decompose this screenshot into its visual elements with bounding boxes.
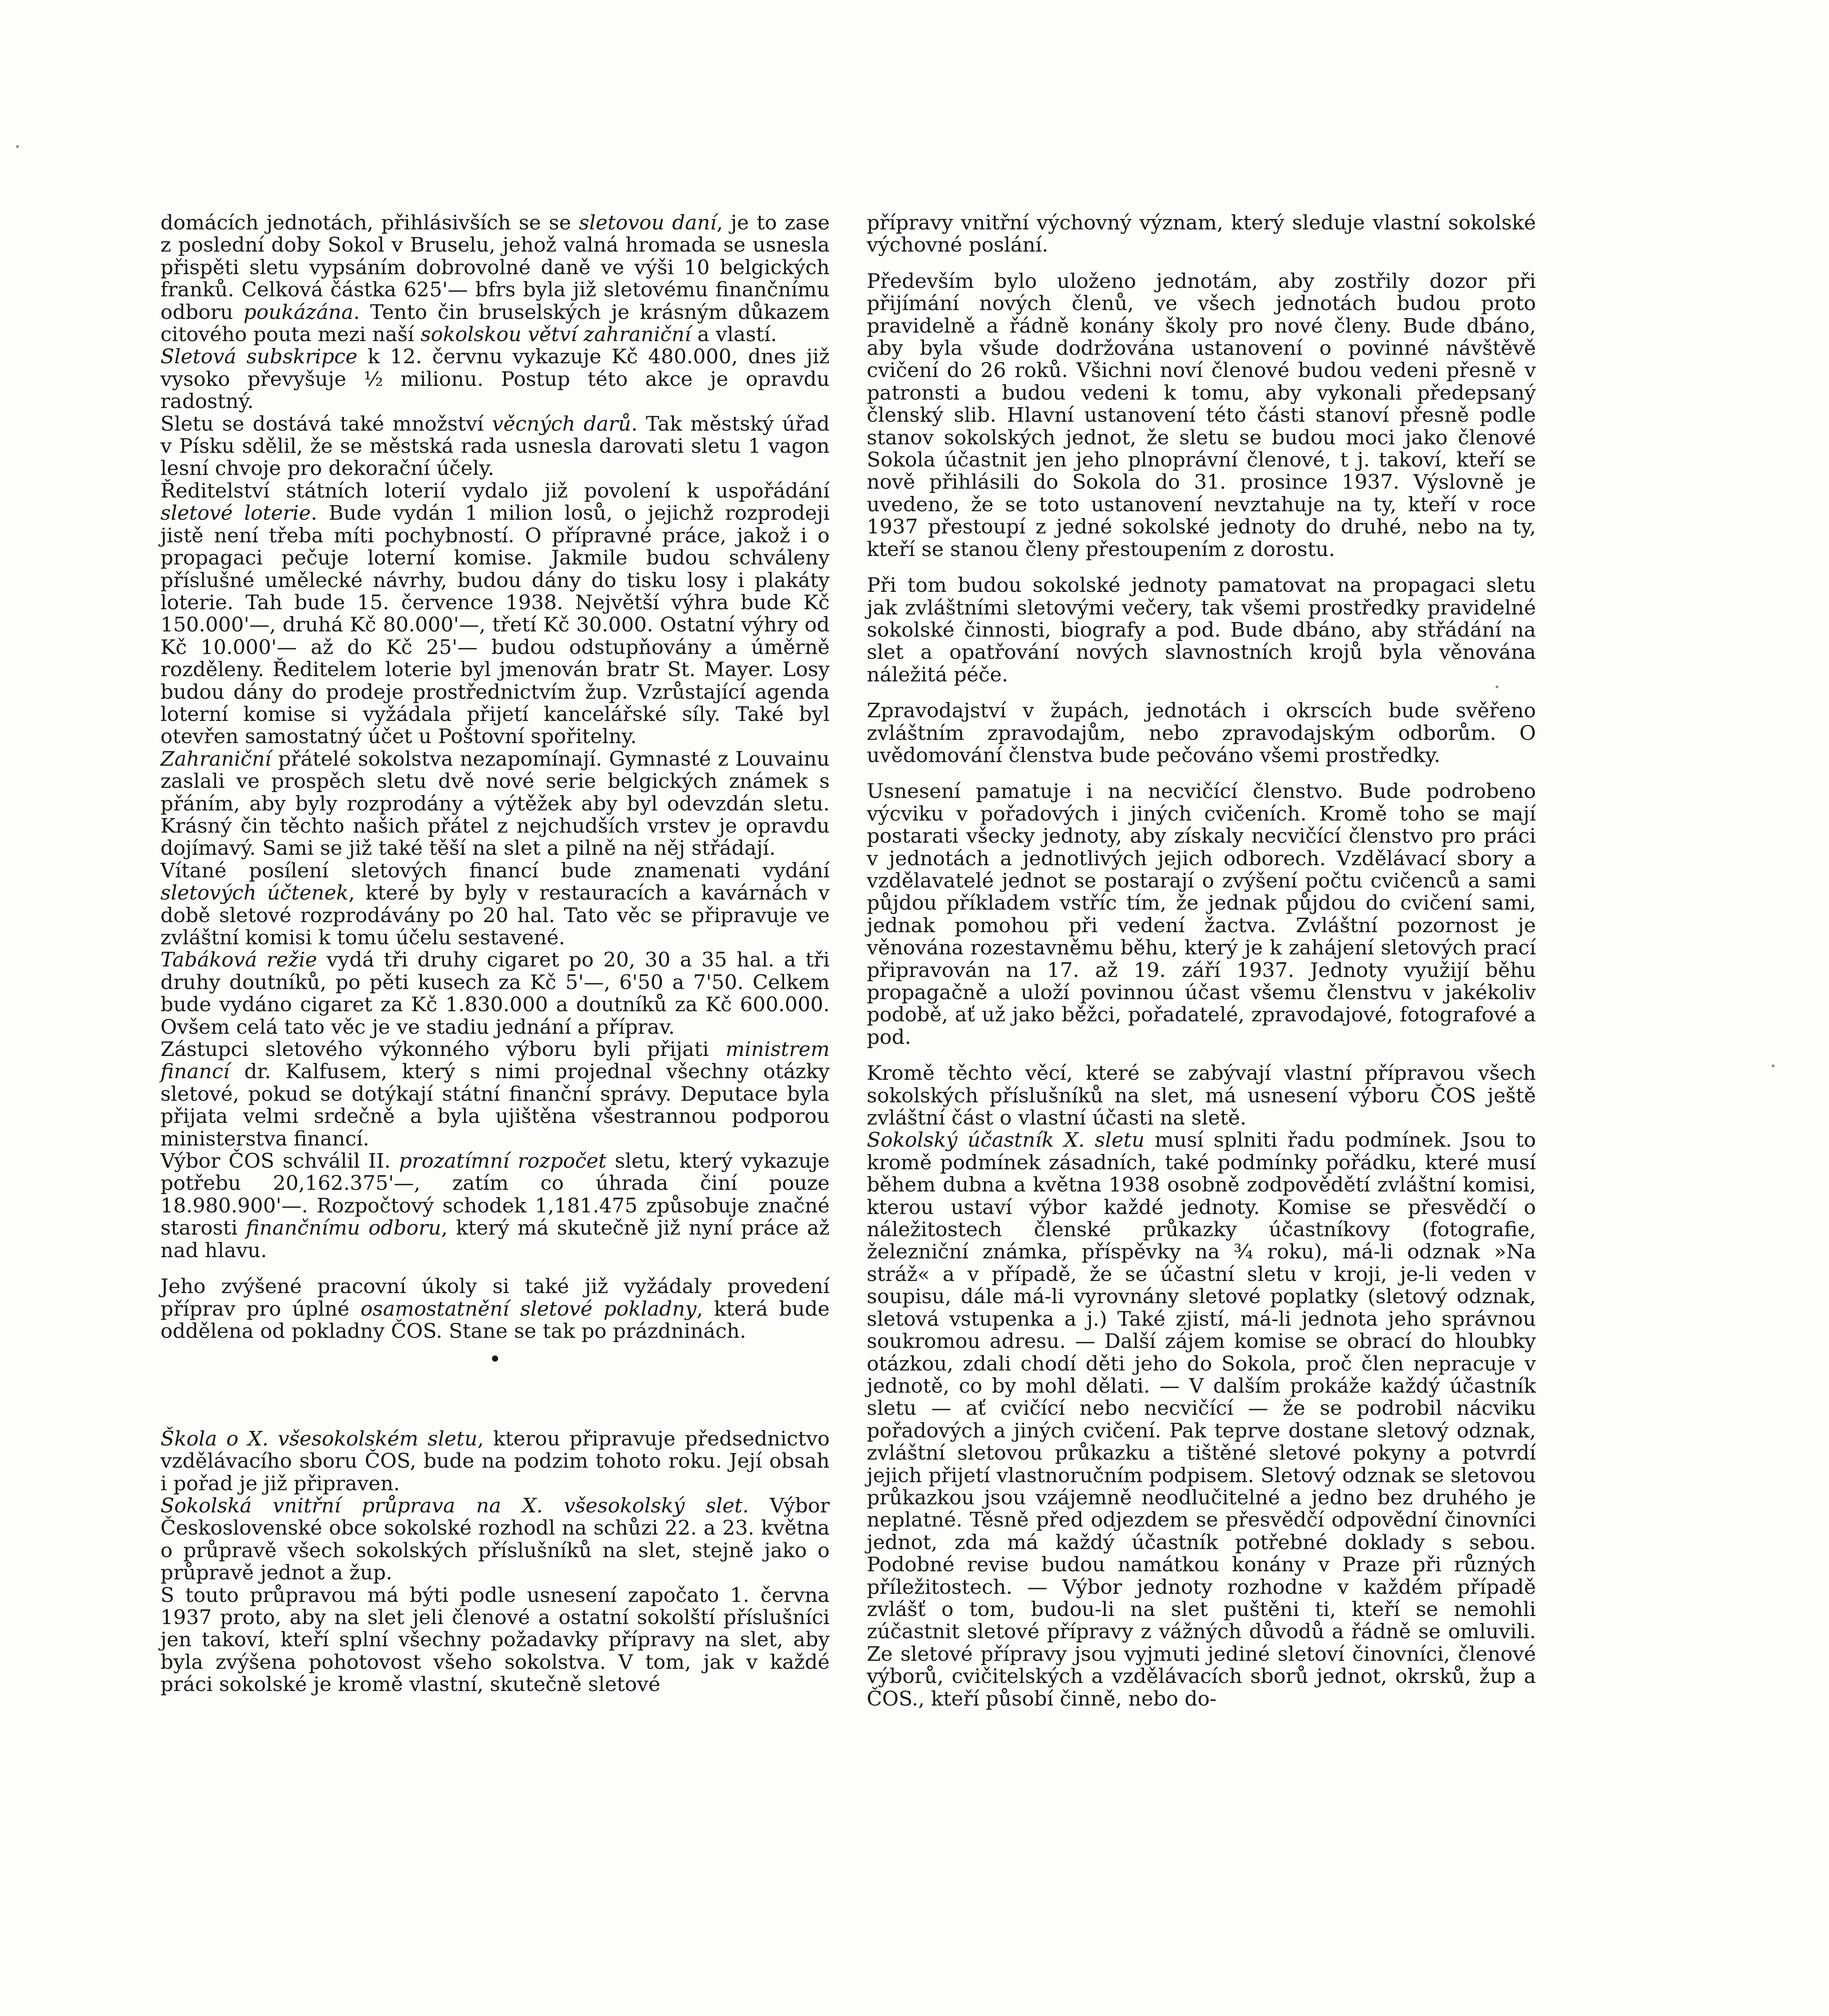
paragraph (160, 212, 830, 346)
text-run: musí splniti řadu podmínek. Jsou to kromě podmínek zásadních, také podmínky pořádku, které musí během dubna a května 1938 osobně zodpovědětí zvláštní komisi, kterou ustaví výbor každé jednoty. Komise se přesvědčí o náležitostech členské průkazky účastníkovy (fotografie, železniční známka, příspěvky na ¾ roku), má-li odznak »Na stráž« a v případě, že se účastní sletu v kroji, je-li veden v soupisu, dále má-li vyrovnány sletové poplatky (sletový odznak, sletová vstupenka a j.) Také zjistí, má-li jednota jeho správnou soukromou adresu. — Další zájem komise se obrací do hloubky otázkou, zdali chodí děti jeho do Sokola, proč člen nepracuje v jednotě, co by mohl dělati. — V dalším prokáže každý účastník sletu — ať cvičící nebo necvičící — že se podrobil nácviku pořadových a jiných cvičení. Pak teprve dostane sletový odznak, zvláštní sletovou průkazku a tištěné sletové pokyny a potvrdí jejich přijetí vlastnoručním podpisem. Sletový odznak se sletovou průkazkou jsou vzájemně neodlučitelné a jedno bez druhého je neplatné. Těsně před odjezdem se přesvědčí odpovědní činovníci jednot, zda má každý účastník potřebné doklady s sebou. Podobné revise budou namátkou konány v Praze při různých příležitostech. — Výbor jednoty rozhodne v každém případě zvlášť o tom, budou-li na slet puštěni ti, kteří se nemohli zúčastnit sletové přípravy z vážných důvodů a řádně se omluvili. Ze sletové přípravy jsou vyjmuti jediné sletoví činovníci, členové výborů, cvičitelských a vzdělávacích sborů jednot, okrsků, žup a ČOS., kteří působí činně, nebo do- (867, 1128, 1536, 1710)
text-run: domácích jednotách, přihlásivších se se (160, 211, 579, 234)
paragraph (160, 748, 830, 860)
text-run: Kromě těchto věcí, které se zabývají vlastní přípravou všech sokolských příslušníků na slet, má usnesení výboru ČOS ještě zvláštní část o vlastní účasti na sletě. (867, 1061, 1536, 1130)
paragraph (160, 1275, 830, 1342)
paragraph (867, 1062, 1536, 1129)
text-run: . Tento čin bruselských je krásným důkazem citového pouta mezi naší (160, 300, 830, 346)
text-run: Výbor ČOS schválil II. (160, 1149, 399, 1173)
emphasized-text: Sokolská vnitřní průprava na X. všesokolský slet. (160, 1493, 749, 1517)
text-run: přípravy vnitřní výchovný význam, který sleduje vlastní sokolské výchovné poslání. (867, 211, 1536, 257)
text-run: Vítané posílení sletových financí bude znamenati vydání (160, 858, 830, 882)
paragraph (160, 1495, 830, 1584)
text-run: Při tom budou sokolské jednoty pamatovat na propagaci sletu jak zvláštními sletovými večery, tak všemi prostředky pravidelné sokolské činnosti, biografy a pod. Bude dbáno, aby střádání na slet a opatřování nových slavnostních krojů byla věnována náležitá péče. (867, 573, 1536, 686)
text-run: , který má skutečně již nyní práce až nad hlavu. (160, 1216, 830, 1262)
right-column (867, 212, 1536, 1710)
paragraph (160, 1038, 830, 1150)
text-run: Ředitelství státních loterií vydalo již povolení k uspořádání (160, 479, 830, 502)
paragraph (867, 700, 1536, 766)
text-run: přátelé sokolstva nezapomínají. Gymnasté z Louvainu zaslali ve prospěch sletu dvě nové serie belgických známek s přáním, aby byly rozprodány a výtěžek aby byl odevzdán sletu. Krásný čin těchto našich přátel z nejchudších vrstev je opravdu dojímavý. Sami se již také těší na slet a pilně na něj střádají. (160, 747, 830, 860)
paragraph (867, 270, 1536, 560)
text-run: S touto průpravou má býti podle usnesení započato 1. června 1937 proto, aby na slet jeli členové a ostatní sokolští příslušníci jen takoví, kteří splní všechny požadavky přípravy na slet, aby byla zvýšena pohotovost všeho sokolstva. V tom, jak v každé práci sokolské je kromě vlastní, skutečně sletové (160, 1583, 830, 1696)
paragraph (160, 1428, 830, 1495)
section-separator: • (489, 1347, 501, 1372)
text-run: Zástupci sletového výkonného výboru byli přijati (160, 1037, 726, 1061)
emphasized-text: sokolskou větví zahraniční (420, 323, 691, 346)
paragraph (867, 780, 1536, 1048)
paragraph (867, 1129, 1536, 1710)
paragraph (867, 212, 1536, 256)
print-speck (16, 145, 19, 148)
paragraph (160, 949, 830, 1038)
text-run: , je to zase z poslední doby Sokol v Bruselu, jehož valná hromada se usnesla přispěti sletu vypsáním dobrovolné daně ve výši 10 belgických franků. Celková částka 625'— bfrs byla již sletovému finančnímu odboru (160, 211, 830, 324)
emphasized-text: Sletová subskripce (160, 345, 358, 369)
emphasized-text: ministrem financí (160, 1037, 830, 1083)
print-speck (1496, 685, 1498, 688)
text-run: Výbor Československé obce sokolské rozhodl na schůzi 22. a 23. května o průpravě všech sokolských příslušníků na slet, stejně jako o průpravě jednot a žup. (160, 1493, 830, 1585)
emphasized-text: Škola o X. všesokolském sletu (160, 1427, 478, 1450)
emphasized-text: prozatímní rozpočet (399, 1149, 607, 1173)
emphasized-text: poukázána (243, 300, 354, 324)
text-run: sletu, který vykazuje potřebu 20,162.375'—, zatím co úhrada činí pouze 18.980.900'—. Rozpočtový schodek 1,181.475 způsobuje značné starosti (160, 1149, 830, 1240)
emphasized-text: Tabáková režie (160, 948, 317, 972)
text-run: , které by byly v restauracích a kavárnách v době sletové rozprodávány po 20 hal. Tato věc se připravuje ve zvláštní komisi k tomu účelu sestavené. (160, 881, 830, 949)
text-run: Jeho zvýšené pracovní úkoly si také již vyžádaly provedení příprav pro úplné (160, 1275, 830, 1320)
text-run: Zpravodajství v župách, jednotách i okrscích bude svěřeno zvláštním zpravodajům, nebo zpravodajským odborům. O uvědomování členstva bude pečováno všemi prostředky. (867, 699, 1536, 767)
emphasized-text: Sokolský účastník X. sletu (867, 1128, 1145, 1152)
text-run: vydá tři druhy cigaret po 20, 30 a 35 hal. a tři druhy doutníků, po pěti kusech za Kč 5'—, 6'50 a 7'50. Celkem bude vydáno cigaret za Kč 1.830.000 a doutníků za Kč 600.000. Ovšem celá tato věc je ve stadiu jednání a příprav. (160, 948, 830, 1039)
paragraph (160, 1150, 830, 1262)
text-run: Především bylo uloženo jednotám, aby zostřily dozor při přijímání nových členů, ve všech jednotách budou proto pravidelně a řádně konány školy pro nové členy. Bude dbáno, aby byla všude dodržována ustanovení o povinné návštěvě cvičení do 26 roků. Všichni noví členové budou vedeni přesně v patronsti a budou vedeni k tomu, aby vykonali předepsaný členský slib. Hlavní ustanovení této části stanoví přesně podle stanov sokolských jednot, že sletu se budou moci jako členové Sokola účastnit jen jeho plnoprávní členové, t j. takoví, kteří se nově přihlásili do Sokola do 31. prosince 1937. Výslovně je uvedeno, že se toto ustanovení nevztahuje na ty, kteří v roce 1937 přestoupí z jedné sokolské jednoty do druhé, nebo na ty, kteří se stanou členy přestoupením z dorostu. (867, 269, 1536, 561)
text-run: , kterou připravuje předsednictvo vzdělávacího sboru ČOS, bude na podzim tohoto roku. Její obsah i pořad je již připraven. (160, 1427, 830, 1495)
paragraph (160, 413, 830, 480)
emphasized-text: věcných darů (492, 412, 631, 435)
emphasized-text: sletové loterie (160, 501, 311, 525)
text-run: Usnesení pamatuje i na necvičící členstvo. Bude podrobeno výcviku v pořadových i jiných cvičeních. Kromě toho se mají postarati všecky jednoty, aby získaly necvičící členstvo pro práci v jednotách a jednotlivých jejich odborech. Vzdělávací sbory a vzdělavatelé jednot se postarají o zvýšení počtu cvičenců a sami půjdou příkladem vstříc tím, že jednak půjdou do cvičení sami, jednak pomohou při vedení žactva. Zvláštní pozornost je věnována rozestavněmu běhu, který je k zahájení sletových prací připravován na 17. až 19. září 1937. Jednoty využijí běhu propagačně a uloží povinnou účast všemu členstvu v jakékoliv podobě, ať už jako běžci, pořadatelé, zpravodajové, fotografové a pod. (867, 779, 1536, 1049)
text-run: k 12. červnu vykazuje Kč 480.000, dnes již vysoko převyšuje ½ milionu. Postup této akce je opravdu radostný. (160, 345, 830, 413)
text-run: , která bude oddělena od pokladny ČOS. Stane se tak po prázdninách. (160, 1297, 830, 1343)
text-run: dr. Kalfusem, který s nimi projednal všechny otázky sletové, pokud se dotýkají státní finanční správy. Deputace byla přijata velmi srdečně a byla ujištěna všestrannou podporou ministerstva financí. (160, 1060, 830, 1150)
emphasized-text: osamostatnění sletové pokladny (360, 1297, 697, 1320)
emphasized-text: Zahraniční (160, 747, 271, 771)
paragraph (160, 480, 830, 748)
paragraph (160, 860, 830, 949)
text-run: a vlastí. (691, 323, 777, 346)
text-run: . Tak městský úřad v Písku sdělil, že se městská rada usnesla darovati sletu 1 vagon lesní chvoje pro dekorační účely. (160, 412, 830, 480)
text-run: . Bude vydán 1 milion losů, o jejichž rozprodeji jistě není třeba míti pochybností. O přípravné práce, jakož i o propagaci pečuje loterní komise. Jakmile budou schváleny příslušné umělecké návrhy, budou dány do tisku losy i plakáty loterie. Tah bude 15. července 1938. Největší výhra bude Kč 150.000'—, druhá Kč 80.000'—, třetí Kč 30.000. Ostatní výhry od Kč 10.000'— až do Kč 25'— budou odstupňovány a úměrně rozděleny. Ředitelem loterie byl jmenován bratr St. Mayer. Losy budou dány do prodeje prostřednictvím žup. Vzrůstající agenda loterní komise si vyžádala přijetí kancelářské síly. Také byl otevřen samostatný účet u Poštovní spořitelny. (160, 501, 830, 748)
left-column (160, 212, 830, 1696)
emphasized-text: sletovou daní (578, 211, 717, 234)
print-speck (1772, 1064, 1775, 1067)
paragraph (160, 1584, 830, 1696)
text-run: Sletu se dostává také množství (160, 412, 492, 435)
paragraph (160, 346, 830, 412)
paragraph (867, 574, 1536, 686)
emphasized-text: sletových účtenek (160, 881, 349, 905)
emphasized-text: finančnímu odboru (246, 1216, 441, 1240)
